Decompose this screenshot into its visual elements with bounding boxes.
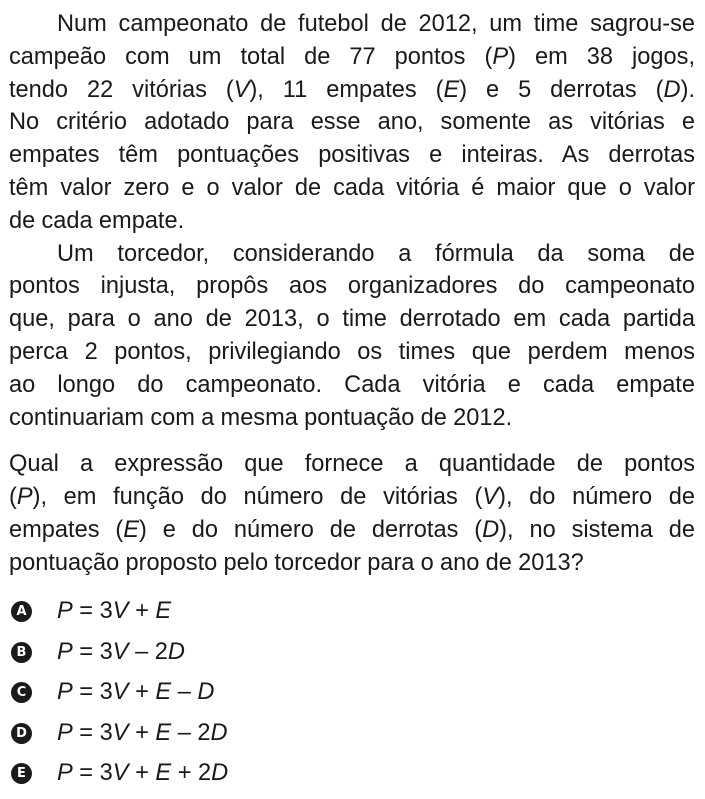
text-line: empates têm pontuações positivas e inteiras. As derrotas [9, 142, 695, 169]
text-line: pontuação proposto pelo torcedor para o ano de 2013? [9, 549, 584, 576]
option-formula: P = 3V + E – D [57, 679, 215, 706]
text-line: têm valor zero e o valor de cada vitória é maior que o valor [9, 174, 695, 201]
text-line: campeão com um total de 77 pontos (P) em 38 jogos, [9, 43, 695, 70]
option-c[interactable] [9, 673, 695, 714]
option-b[interactable] [9, 632, 695, 673]
option-a[interactable] [9, 592, 695, 633]
option-formula: P = 3V – 2D [57, 638, 185, 665]
text-line: Qual a expressão que fornece a quantidade de pontos [9, 451, 695, 478]
option-d[interactable] [9, 713, 695, 754]
option-letter-badge: A [11, 601, 32, 622]
answer-options [9, 592, 695, 795]
text-line: perca 2 pontos, privilegiando os times que perdem menos [9, 338, 695, 365]
text-line: pontos injusta, propôs aos organizadores do campeonato [9, 273, 695, 300]
option-e[interactable] [9, 754, 695, 795]
option-letter-badge: B [11, 642, 32, 663]
text-line: ao longo do campeonato. Cada vitória e cada empate [9, 371, 695, 398]
text-line: Um torcedor, considerando a fórmula da soma de [57, 240, 695, 267]
text-line: continuariam com a mesma pontuação de 2012. [9, 404, 513, 431]
text-line: tendo 22 vitórias (V), 11 empates (E) e 5 derrotas (D). [9, 76, 695, 103]
text-line: Num campeonato de futebol de 2012, um time sagrou-se [57, 11, 695, 37]
text-line: empates (E) e do número de derrotas (D), no sistema de [9, 516, 695, 543]
option-formula: P = 3V + E + 2D [57, 760, 229, 787]
text-line: de cada empate. [9, 207, 185, 234]
option-formula: P = 3V + E [57, 598, 172, 625]
text-line: (P), em função do número de vitórias (V), do número de [9, 484, 695, 511]
context-paragraph-1 [9, 8, 695, 238]
option-letter-badge: C [11, 682, 32, 703]
question-prompt [9, 448, 695, 579]
text-line: No critério adotado para esse ano, somente as vitórias e [9, 109, 695, 136]
option-letter-badge: D [11, 723, 32, 744]
option-formula: P = 3V + E – 2D [57, 719, 228, 746]
option-letter-badge: E [11, 763, 32, 784]
context-paragraph-2 [9, 238, 695, 435]
text-line: que, para o ano de 2013, o time derrotado em cada partida [9, 306, 695, 333]
